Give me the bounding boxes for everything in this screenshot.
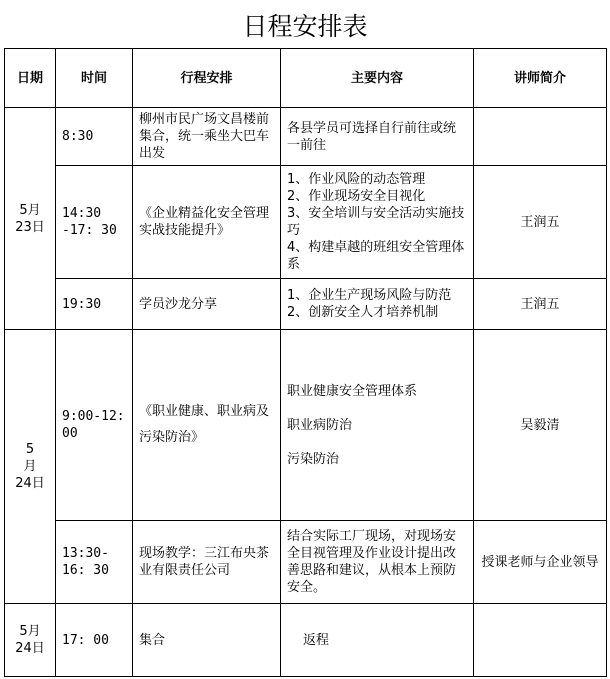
content-line: 返程: [303, 632, 330, 648]
date-line: 5月: [19, 624, 41, 639]
date-line-part: 月: [23, 459, 37, 474]
date-line: 23日: [15, 219, 45, 235]
date-line-part: 5: [25, 442, 35, 457]
header-lecturer: 讲师简介: [474, 49, 607, 108]
content-line: 职业病防治: [287, 417, 353, 433]
content-line: 2、创新安全人才培养机制: [287, 305, 439, 320]
time-cell: 13:30-16: 30: [56, 521, 133, 604]
itinerary-cell: 集合: [133, 604, 281, 677]
time-cell: 17: 00: [56, 604, 133, 677]
lecturer-cell: 王润五: [474, 279, 607, 330]
header-content: 主要内容: [281, 49, 474, 108]
date-line: [11, 458, 49, 475]
schedule-table: [4, 48, 607, 677]
time-cell: 19:30: [56, 279, 133, 330]
itinerary-cell: 学员沙龙分享: [133, 279, 281, 330]
content-line: 结合实际工厂现场，对现场安全目视管理及作业设计提出改善思路和建议，从根本上预防安全。: [287, 529, 457, 595]
header-itinerary: 行程安排: [133, 49, 281, 108]
header-date: 日期: [5, 49, 56, 108]
content-cell: [281, 108, 474, 166]
table-row: [5, 604, 607, 677]
time-cell: 14:30 -17: 30: [56, 166, 133, 279]
date-cell: [5, 330, 56, 604]
content-line: 各县学员可选择自行前往或统一前往: [287, 120, 457, 153]
lecturer-cell: 王润五: [474, 166, 607, 279]
time-cell: 9:00-12: 00: [56, 330, 133, 521]
table-row: [5, 166, 607, 279]
table-row: [5, 330, 607, 521]
content-cell: [281, 604, 474, 677]
itinerary-cell: 《企业精益化安全管理实战技能提升》: [133, 166, 281, 279]
itinerary-cell: 现场教学：三江布央茶业有限责任公司: [133, 521, 281, 604]
content-line: 职业健康安全管理体系: [287, 383, 418, 399]
header-time: 时间: [56, 49, 133, 108]
date-cell: [5, 604, 56, 677]
content-line: 污染防治: [287, 451, 340, 467]
page-title: 日程安排表: [242, 12, 368, 41]
content-line: 3、安全培训与安全活动实施技巧: [287, 206, 465, 238]
itinerary-cell: 《职业健康、职业病及污染防治》: [133, 330, 281, 521]
lecturer-cell: [474, 108, 607, 166]
table-row: [5, 279, 607, 330]
lecturer-cell: 吴毅清: [474, 330, 607, 521]
content-cell: [281, 330, 474, 521]
date-cell: [5, 108, 56, 330]
date-line: 24日: [15, 476, 45, 491]
date-line: [11, 441, 49, 458]
lecturer-cell: [474, 604, 607, 677]
content-cell: [281, 279, 474, 330]
content-cell: [281, 166, 474, 279]
content-line: 4、构建卓越的班组安全管理体系: [287, 240, 465, 272]
itinerary-cell: 柳州市民广场文昌楼前集合，统一乘坐大巴车出发: [133, 108, 281, 166]
header-row: [5, 49, 607, 108]
table-row: [5, 521, 607, 604]
date-line: 24日: [15, 641, 45, 656]
lecturer-cell: 授课老师与企业领导: [474, 521, 607, 604]
content-cell: [281, 521, 474, 604]
content-line: 2、作业现场安全目视化: [287, 189, 426, 204]
time-cell: 8:30: [56, 108, 133, 166]
content-line: 1、作业风险的动态管理: [287, 172, 426, 187]
date-line: 5月: [19, 202, 41, 218]
content-line: 1、企业生产现场风险与防范: [287, 288, 452, 303]
table-row: [5, 108, 607, 166]
